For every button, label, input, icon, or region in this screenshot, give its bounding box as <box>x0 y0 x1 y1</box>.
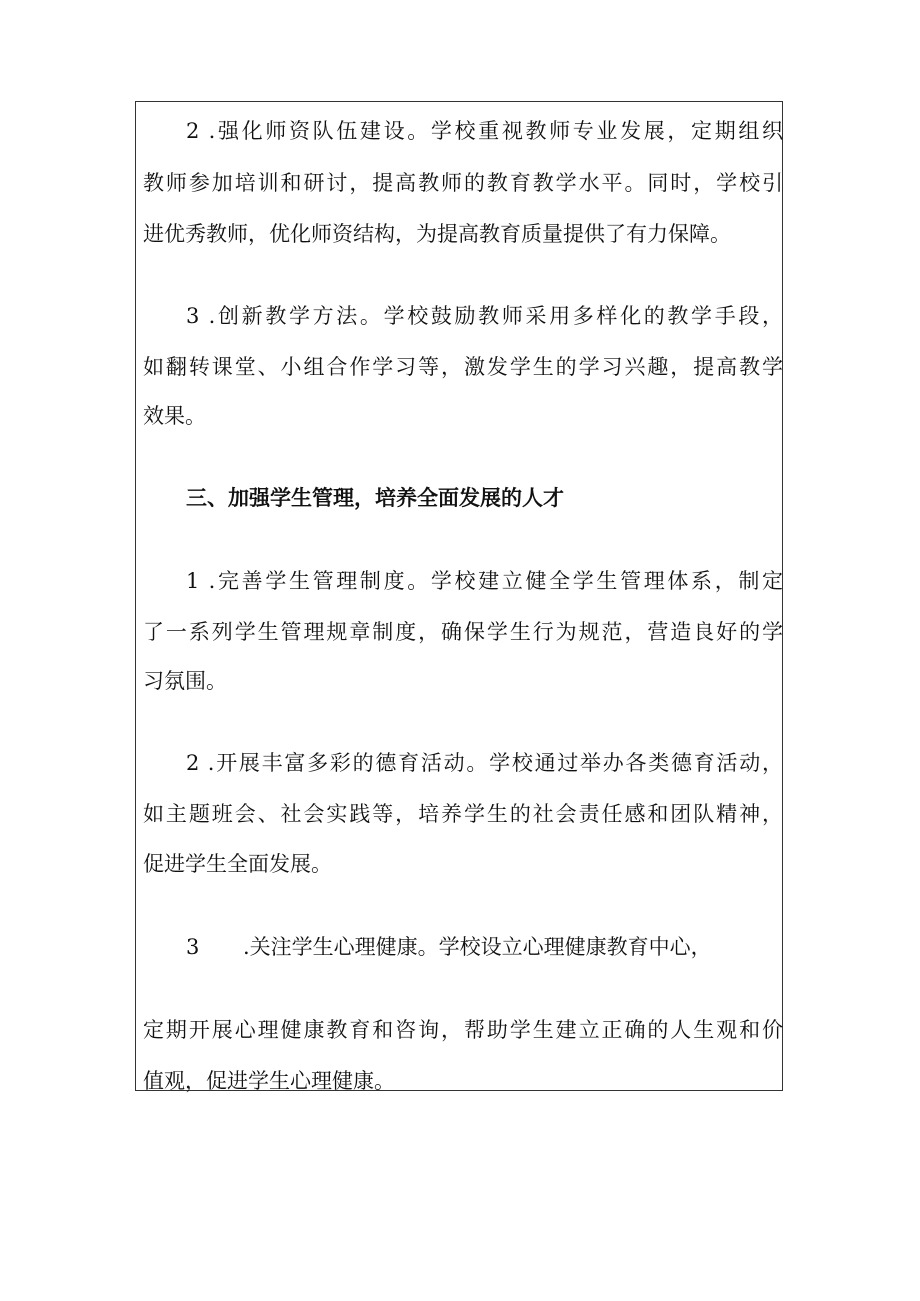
paragraph-1-line-3: 进优秀教师，优化师资结构，为提高教育质量提供了有力保障。 <box>143 222 731 246</box>
paragraph-1-line-1: 2 .强化师资队伍建设。学校重视教师专业发展，定期组织 <box>186 119 783 143</box>
paragraph-4-line-1: 2 .开展丰富多彩的德育活动。学校通过举办各类德育活动， <box>186 751 783 775</box>
paragraph-4-line-2: 如主题班会、社会实践等，培养学生的社会责任感和团队精神， <box>143 802 783 826</box>
paragraph-3-line-1: 1 .完善学生管理制度。学校建立健全学生管理体系，制定 <box>186 569 783 593</box>
paragraph-5-line-3: 值观，促进学生心理健康。 <box>143 1069 395 1093</box>
paragraph-3-line-2: 了一系列学生管理规章制度，确保学生行为规范，营造良好的学 <box>143 620 783 644</box>
paragraph-3-line-3: 习氛围。 <box>143 669 227 693</box>
paragraph-5-line-2: 定期开展心理健康教育和咨询，帮助学生建立正确的人生观和价 <box>143 1018 783 1042</box>
paragraph-1-line-2: 教师参加培训和研讨，提高教师的教育教学水平。同时，学校引 <box>143 171 783 195</box>
paragraph-2-line-3: 效果。 <box>143 404 206 428</box>
section-heading: 三、加强学生管理，培养全面发展的人才 <box>186 485 564 510</box>
paragraph-5-line-1 <box>186 929 783 965</box>
paragraph-5-line-1-text: .关注学生心理健康。学校设立心理健康教育中心， <box>243 935 712 959</box>
paragraph-4-line-3: 促进学生全面发展。 <box>143 852 332 876</box>
paragraph-2-line-2: 如翻转课堂、小组合作学习等，激发学生的学习兴趣，提高教学 <box>143 355 783 379</box>
paragraph-5-number: 3 <box>186 935 200 959</box>
paragraph-2-line-1: 3 .创新教学方法。学校鼓励教师采用多样化的教学手段， <box>186 304 783 328</box>
